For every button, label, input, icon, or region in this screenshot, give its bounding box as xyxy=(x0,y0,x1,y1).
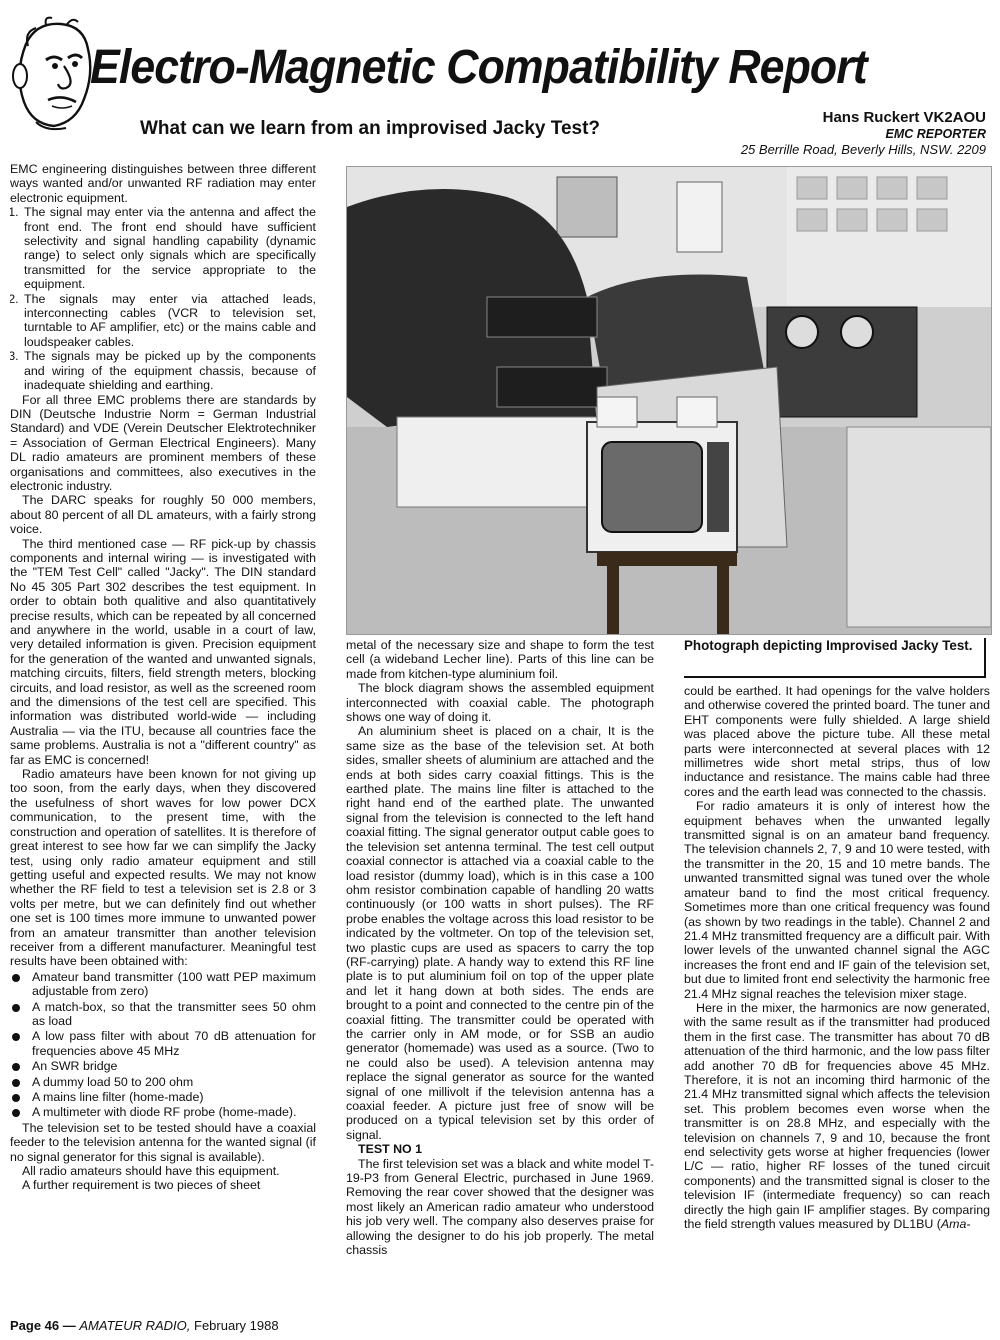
list-item: 1. The signal may enter via the antenna and affect the front end. The front end should have sufficient selectivity and signal handling capability (dynamic range) to select only signals which are specifically transmitted for the service appropriate to the equipment. xyxy=(22,205,316,291)
column-1 xyxy=(10,162,316,1312)
list-item: An SWR bridge xyxy=(10,1059,316,1073)
caricature-mascot-image xyxy=(6,14,98,134)
paragraph: The third mentioned case — RF pick-up by chassis components and internal wiring — is investigated with the "TEM Test Cell" called "Jacky". The DIN standard No 45 305 Part 302 describes the test equipment. In order to obtain both qualitive and also quantitatively precise results, which can be repeated by all concerned and anywhere in the world, usable in a court of law, very detailed information is given. Precision equipment for the generation of the wanted and unwanted signals, matching circuits, filters, field strength meters, blocking circuits, and load resistor, as well as the screened room and the dimensions of the test cell are specified. This information was distributed world-wide — including Australia — via the ITU, because all countries face the same problems. Australia is not a "different country" as far as EMC is concerned! xyxy=(10,536,316,767)
author-name: Hans Ruckert VK2AOU xyxy=(822,109,986,126)
issue-date: February 1988 xyxy=(194,1318,279,1333)
list-item: 3. The signals may be picked up by the components and wiring of the equipment chassis, because of inadequate shielding and earthing. xyxy=(22,349,316,392)
entry-paths-list xyxy=(10,205,316,392)
section-heading: TEST NO 1 xyxy=(358,1142,423,1157)
paragraph-text: Here in the mixer, the harmonics are now generated, with the same result as if the transmitter had produced them in the first case. The transmitter has about 70 dB attenuation of the third harmonic, and the low pass filter add another 70 dB for frequencies above 45 MHz. Therefore, it is not an incoming third harmonic of the 21.4 MHz transmitted signal which affects the television set. This problem becomes even worse when the transmitter is on 28.8 MHz, and especially with the television on channels 7, 9 and 10, because the front end selectivity gets worse at higher frequencies (lower L/C — ratio, higher RF losses of the tuned circuit components) and the transmitted signal is closer to the television IF (intermediate frequency) so can reach directly the high gain IF amplifier stages. By comparing the field strength values measured by DL1BU ( xyxy=(684,1000,990,1232)
paragraph: A further requirement is two pieces of sheet xyxy=(22,1178,261,1193)
paragraph xyxy=(684,1001,990,1232)
paragraph: Radio amateurs have been known for not giving up too soon, from the early days, when they discovered the usefulness of short waves for low power DCX communication, to the present time, with the construction and operation of satellites. It is therefore of great interest to see how far we can simplify the Jacky test, using only radio amateur equipment and still getting useful and expected results. We may not know whether the RF field to test a television set is 2.8 or 3 volts per metre, but we can definitely find out whether one set is 100 times more immune to unwanted power from an amateur transmitter than another television receiver from a different manufacturer. Meaningful test results have been obtained with: xyxy=(10,767,316,969)
page-footer xyxy=(10,1318,279,1333)
list-item: 2. The signals may enter via attached leads, interconnecting cables (VCR to television set, turntable to AF amplifier, etc) or the mains cable and loudspeaker cables. xyxy=(22,292,316,350)
author-address: 25 Berrille Road, Beverly Hills, NSW. 2209 xyxy=(740,142,986,157)
test-setup-photograph xyxy=(346,166,992,635)
list-item: A match-box, so that the transmitter sees 50 ohm as load xyxy=(10,1000,316,1029)
list-item: A dummy load 50 to 200 ohm xyxy=(10,1075,316,1089)
paragraph: metal of the necessary size and shape to form the test cell (a wideband Lecher line). Parts of this line can be made from kitchen-type aluminium foil. xyxy=(346,638,654,681)
paragraph: The television set to be tested should have a coaxial feeder to the television antenna for the wanted signal (if no signal generator for this signal is available). xyxy=(10,1120,316,1164)
magazine-name: AMATEUR RADIO, xyxy=(79,1318,191,1333)
author-role: EMC REPORTER xyxy=(885,127,986,141)
paragraph: could be earthed. It had openings for the valve holders and otherwise covered the printed board. The tuner and EHT components were fully shielded. A large shield was placed above the picture tube. All these metal parts were interconnected at several places with 12 millimetres wide short metal strips, thus of low inductance and resistance. The mains cable had three cores and the earth lead was connected to the chassis. xyxy=(684,684,990,799)
column-3 xyxy=(684,684,990,1312)
article-subtitle: What can we learn from an improvised Jacky Test? xyxy=(140,118,601,139)
paragraph: For radio amateurs it is only of interest how the equipment behaves when the unwanted legally transmitted signal is on an amateur band frequency. The television channels 2, 7, 9 and 10 were tested, with the transmitter in the 20, 15 and 10 metre bands. The unwanted transmitted signal was tuned over the whole amateur band to find the most critical frequency. Sometimes more than one critical frequency was found (as shown by two readings in the table). Channel 2 and 21.4 MHz transmitted frequency are a difficult pair. With lower levels of the unwanted channel signal the AGC increases the front end and IF gain of the television set, but due to limited front end selectivity the harmonic free 21.4 MHz signal reaches the television mixer stage. xyxy=(684,799,990,1001)
column-2 xyxy=(346,638,654,1310)
list-item: A multimeter with diode RF probe (home-made). xyxy=(10,1105,316,1119)
list-item: A mains line filter (home-made) xyxy=(10,1090,316,1104)
photo-caption: Photograph depicting Improvised Jacky Test. xyxy=(684,638,986,678)
paragraph: All radio amateurs should have this equipment. xyxy=(22,1164,280,1179)
list-item: A low pass filter with about 70 dB attenuation for frequencies above 45 MHz xyxy=(10,1029,316,1058)
paragraph: The first television set was a black and white model T-19-P3 from General Electric, purchased in June 1969. Removing the rear cover showed that the designer was most likely an American radio amateur who understood his job very well. The company also deserves praise for allowing the designer to do his job properly. The metal chassis xyxy=(346,1156,654,1258)
paragraph: The DARC speaks for roughly 50 000 members, about 80 percent of all DL amateurs, with a fairly strong voice. xyxy=(10,493,316,537)
article-title: Electro-Magnetic Compatibility Report xyxy=(90,41,867,94)
paragraph-italic-text: Ama- xyxy=(940,1217,971,1232)
paragraph: The block diagram shows the assembled equipment interconnected with coaxial cable. The photograph shows one way of doing it. xyxy=(346,681,654,725)
intro-paragraph: EMC engineering distinguishes between three different ways wanted and/or unwanted RF radiation may enter electronic equipment. xyxy=(10,162,316,205)
author-block xyxy=(741,110,986,158)
equipment-list xyxy=(10,970,316,1120)
paragraph: An aluminium sheet is placed on a chair, It is the same size as the base of the television set. At both sides, smaller sheets of aluminium are attached and the ends at both sides carry coaxial fittings. This is the earthed plate. The mains line filter is attached to the right hand end of the earthed plate. The unwanted signal from the television is connected to the left hand coaxial fitting. The signal generator output cable goes to the television set antenna terminal. The test cell output coaxial connector is attached via a coaxial cable to the load resistor (dummy load), which is in this case a 100 ohm resistor combination capable of handling 20 watts continuously (or 100 watts in short pulses). The RF probe enables the voltage across this load resistor to be indicated by the voltmeter. On top of the television set, two plastic cups are used as spacers to carry the top (RF-carrying) plate. A handy way to extend this RF line plate is to put aluminium foil on top of the upper plate and let it hang down at both sides. The ends are brought to a point and connected to the centre pin of the coaxial fitting. The transmitter could be operated with the carrier only in AM mode, or for SSB an audio generator (homemade) was used as a source. (Two to ne could also be used). A television antenna may replace the signal generator as source for the wanted signal of one millivolt if the television antenna has a coaxial feeder. A picture just free of snow will be produced on a typical television set by this order of signal. xyxy=(346,724,654,1142)
page-number: Page 46 — xyxy=(10,1318,76,1333)
list-item: Amateur band transmitter (100 watt PEP maximum adjustable from zero) xyxy=(10,970,316,999)
paragraph: For all three EMC problems there are standards by DIN (Deutsche Industrie Norm = German Industrial Standard) and VDE (Verein Deutscher Elektrotechniker = Association of German Electrical Engineers). Many DL radio amateurs are prominent members of these organisations and committees, also executives in the electronic industry. xyxy=(10,392,316,493)
